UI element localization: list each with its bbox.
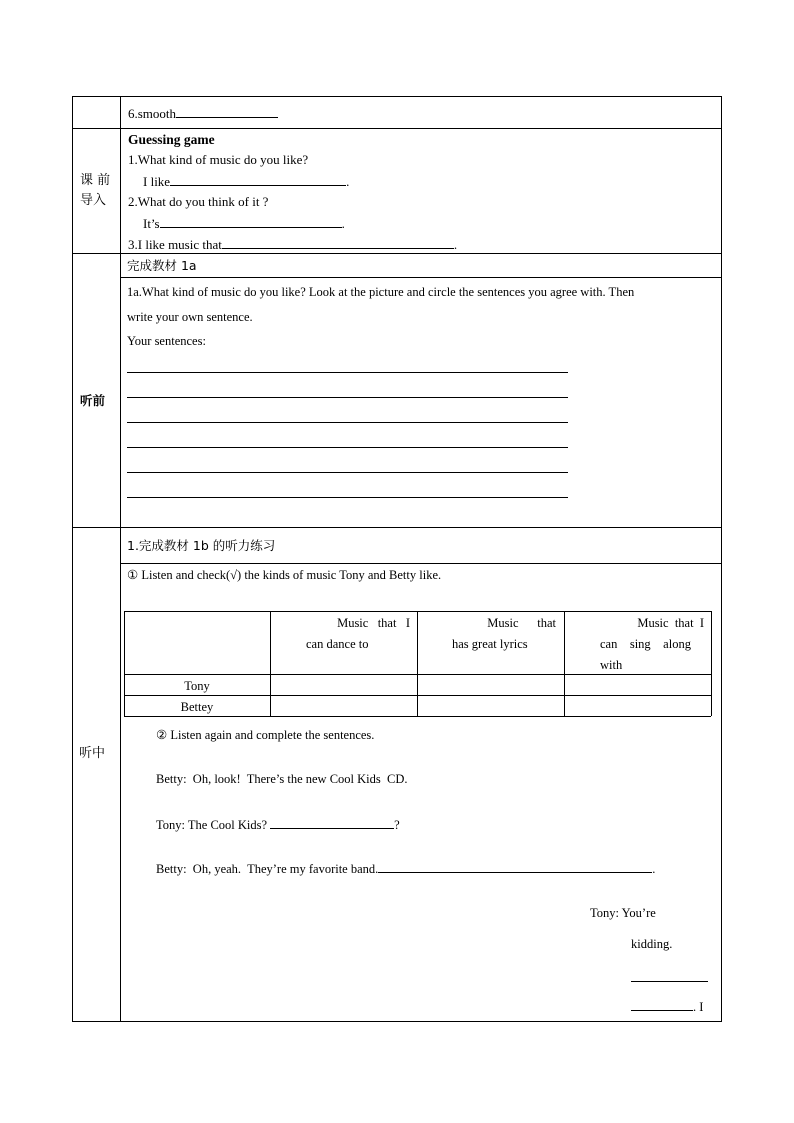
col-header-lyrics-line2: has great lyrics (452, 637, 528, 651)
row-label-whilelisten: 听中 (79, 746, 106, 761)
task-header: 1.完成教材 1b 的听力练习 (127, 538, 276, 553)
answer-1: I like . (143, 174, 350, 189)
table-border-left (72, 96, 73, 1022)
writing-line[interactable] (127, 447, 568, 448)
writing-line[interactable] (127, 372, 568, 373)
question-1: 1.What kind of music do you like? (128, 152, 309, 167)
dialogue-line-4a: Tony: You’re (590, 906, 656, 920)
row-label-line1: 课 前 (80, 173, 111, 188)
inner-table-border (124, 716, 711, 717)
table-row-name-betty: Bettey (180, 700, 214, 714)
instruction-line-1: 1a.What kind of music do you like? Look at the picture and circle the sentences you agree with. Then (127, 285, 635, 299)
check-cell[interactable] (271, 675, 416, 694)
row-divider (120, 277, 722, 278)
writing-line[interactable] (127, 422, 568, 423)
question-2: 2.What do you think of it ? (128, 194, 269, 209)
check-cell[interactable] (418, 675, 563, 694)
writing-line[interactable] (127, 472, 568, 473)
row-divider (72, 527, 722, 528)
dialogue-line-4b: kidding. (631, 937, 673, 951)
your-sentences-label: Your sentences: (127, 334, 206, 348)
row-label-prelisten: 听前 (80, 393, 106, 408)
inner-table-border (711, 611, 712, 716)
check-cell[interactable] (565, 675, 710, 694)
section-title: Guessing game (128, 132, 215, 147)
writing-line[interactable] (127, 497, 568, 498)
table-row-name-tony: Tony (184, 679, 210, 693)
check-cell[interactable] (418, 696, 563, 715)
dialogue-line-3: Betty: Oh, yeah. They’re my favorite band. . (156, 862, 656, 876)
question-3: 3.I like music that . (128, 237, 458, 252)
task-2-instruction: ② Listen again and complete the sentences. (156, 728, 375, 742)
task-1-instruction: ① Listen and check(√) the kinds of music Tony and Betty like. (127, 568, 442, 582)
dialogue-line-2: Tony: The Cool Kids? ? (156, 818, 400, 832)
dialogue-line-1: Betty: Oh, look! There’s the new Cool Kids CD. (156, 772, 408, 786)
col-header-lyrics-line1: Music that (487, 616, 556, 630)
table-border-right (721, 96, 722, 1022)
writing-line[interactable] (127, 397, 568, 398)
col-header-sing-line2: can sing along (600, 637, 691, 651)
vocab-item: 6.smooth (128, 105, 278, 122)
table-border-bottom (72, 1021, 722, 1022)
row-divider (72, 253, 722, 254)
dialogue-line-4c: . I (631, 998, 703, 1015)
answer-blank[interactable] (631, 981, 708, 982)
col-header-sing-line3: with (600, 658, 623, 672)
label-column-divider (120, 96, 121, 1022)
check-cell[interactable] (565, 696, 710, 715)
instruction-line-2: write your own sentence. (127, 310, 253, 324)
row-label-line2: 导入 (80, 193, 107, 208)
answer-2: It’s . (143, 216, 345, 231)
row-divider (72, 128, 722, 129)
table-border-top (72, 96, 722, 97)
col-header-dance-line2: can dance to (306, 637, 369, 651)
col-header-dance-line1: Music that I (337, 616, 410, 630)
row-divider (120, 563, 722, 564)
check-cell[interactable] (271, 696, 416, 715)
col-header-sing-line1: Music that I (637, 616, 704, 630)
task-header: 完成教材 1a (127, 258, 197, 273)
